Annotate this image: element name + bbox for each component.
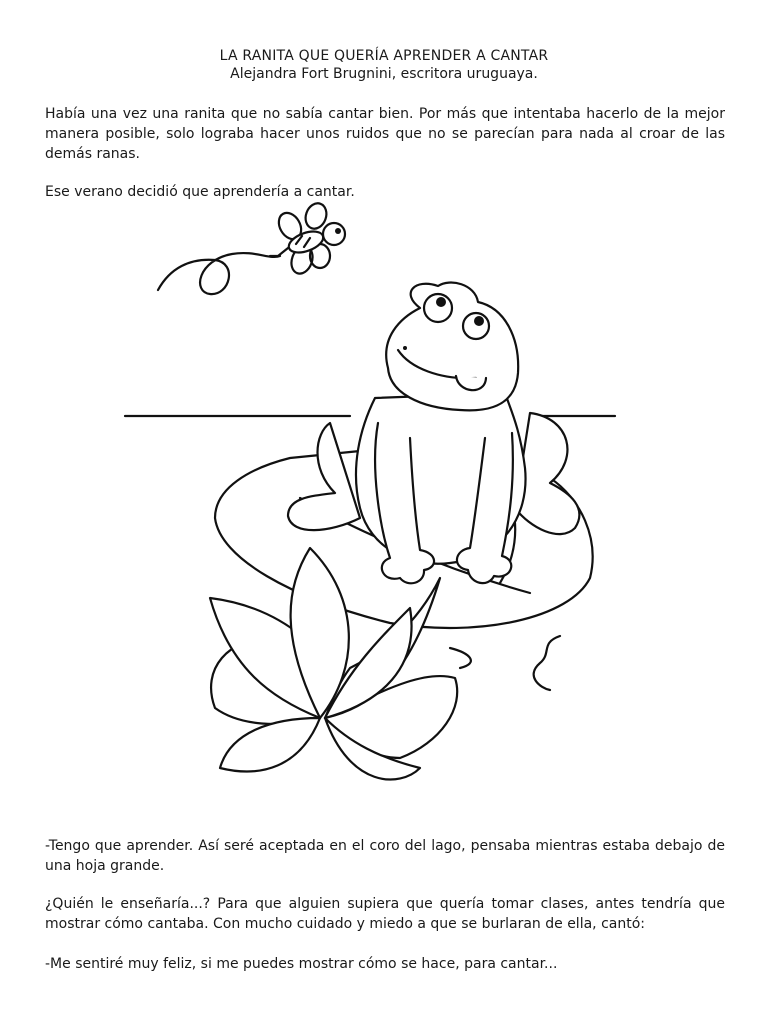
- paragraph-1: Había una vez una ranita que no sabía cantar bien. Por más que intentaba hacerlo de la mejor manera posible, solo lograba hacer unos ruidos que no se parecían para nada al croar de las demás ranas.: [45, 106, 725, 162]
- bee-flight-trail: [158, 253, 280, 294]
- frog-illustration: [120, 198, 620, 818]
- paragraph-4: ¿Quién le enseñaría...? Para que alguien supiera que quería tomar clases, antes tendría que mostrar cómo cantaba. Con mucho cuidado y miedo a que se burlaran de ella, cantó:: [45, 896, 725, 932]
- right-eye: [463, 313, 489, 339]
- paragraph-3: -Tengo que aprender. Así seré aceptada en el coro del lago, pensaba mientras estaba debajo de una hoja grande.: [45, 838, 725, 874]
- story-author: Alejandra Fort Brugnini, escritora uruguaya.: [230, 66, 538, 82]
- bee-icon: [270, 200, 345, 276]
- story-title: LA RANITA QUE QUERÍA APRENDER A CANTAR: [219, 48, 549, 64]
- paragraph-2: Ese verano decidió que aprendería a cantar.: [45, 184, 355, 200]
- paragraph-5: -Me sentiré muy feliz, si me puedes mostrar cómo se hace, para cantar...: [45, 956, 558, 972]
- frog-lily-drawing: [120, 198, 620, 818]
- water-ripple: [534, 636, 560, 690]
